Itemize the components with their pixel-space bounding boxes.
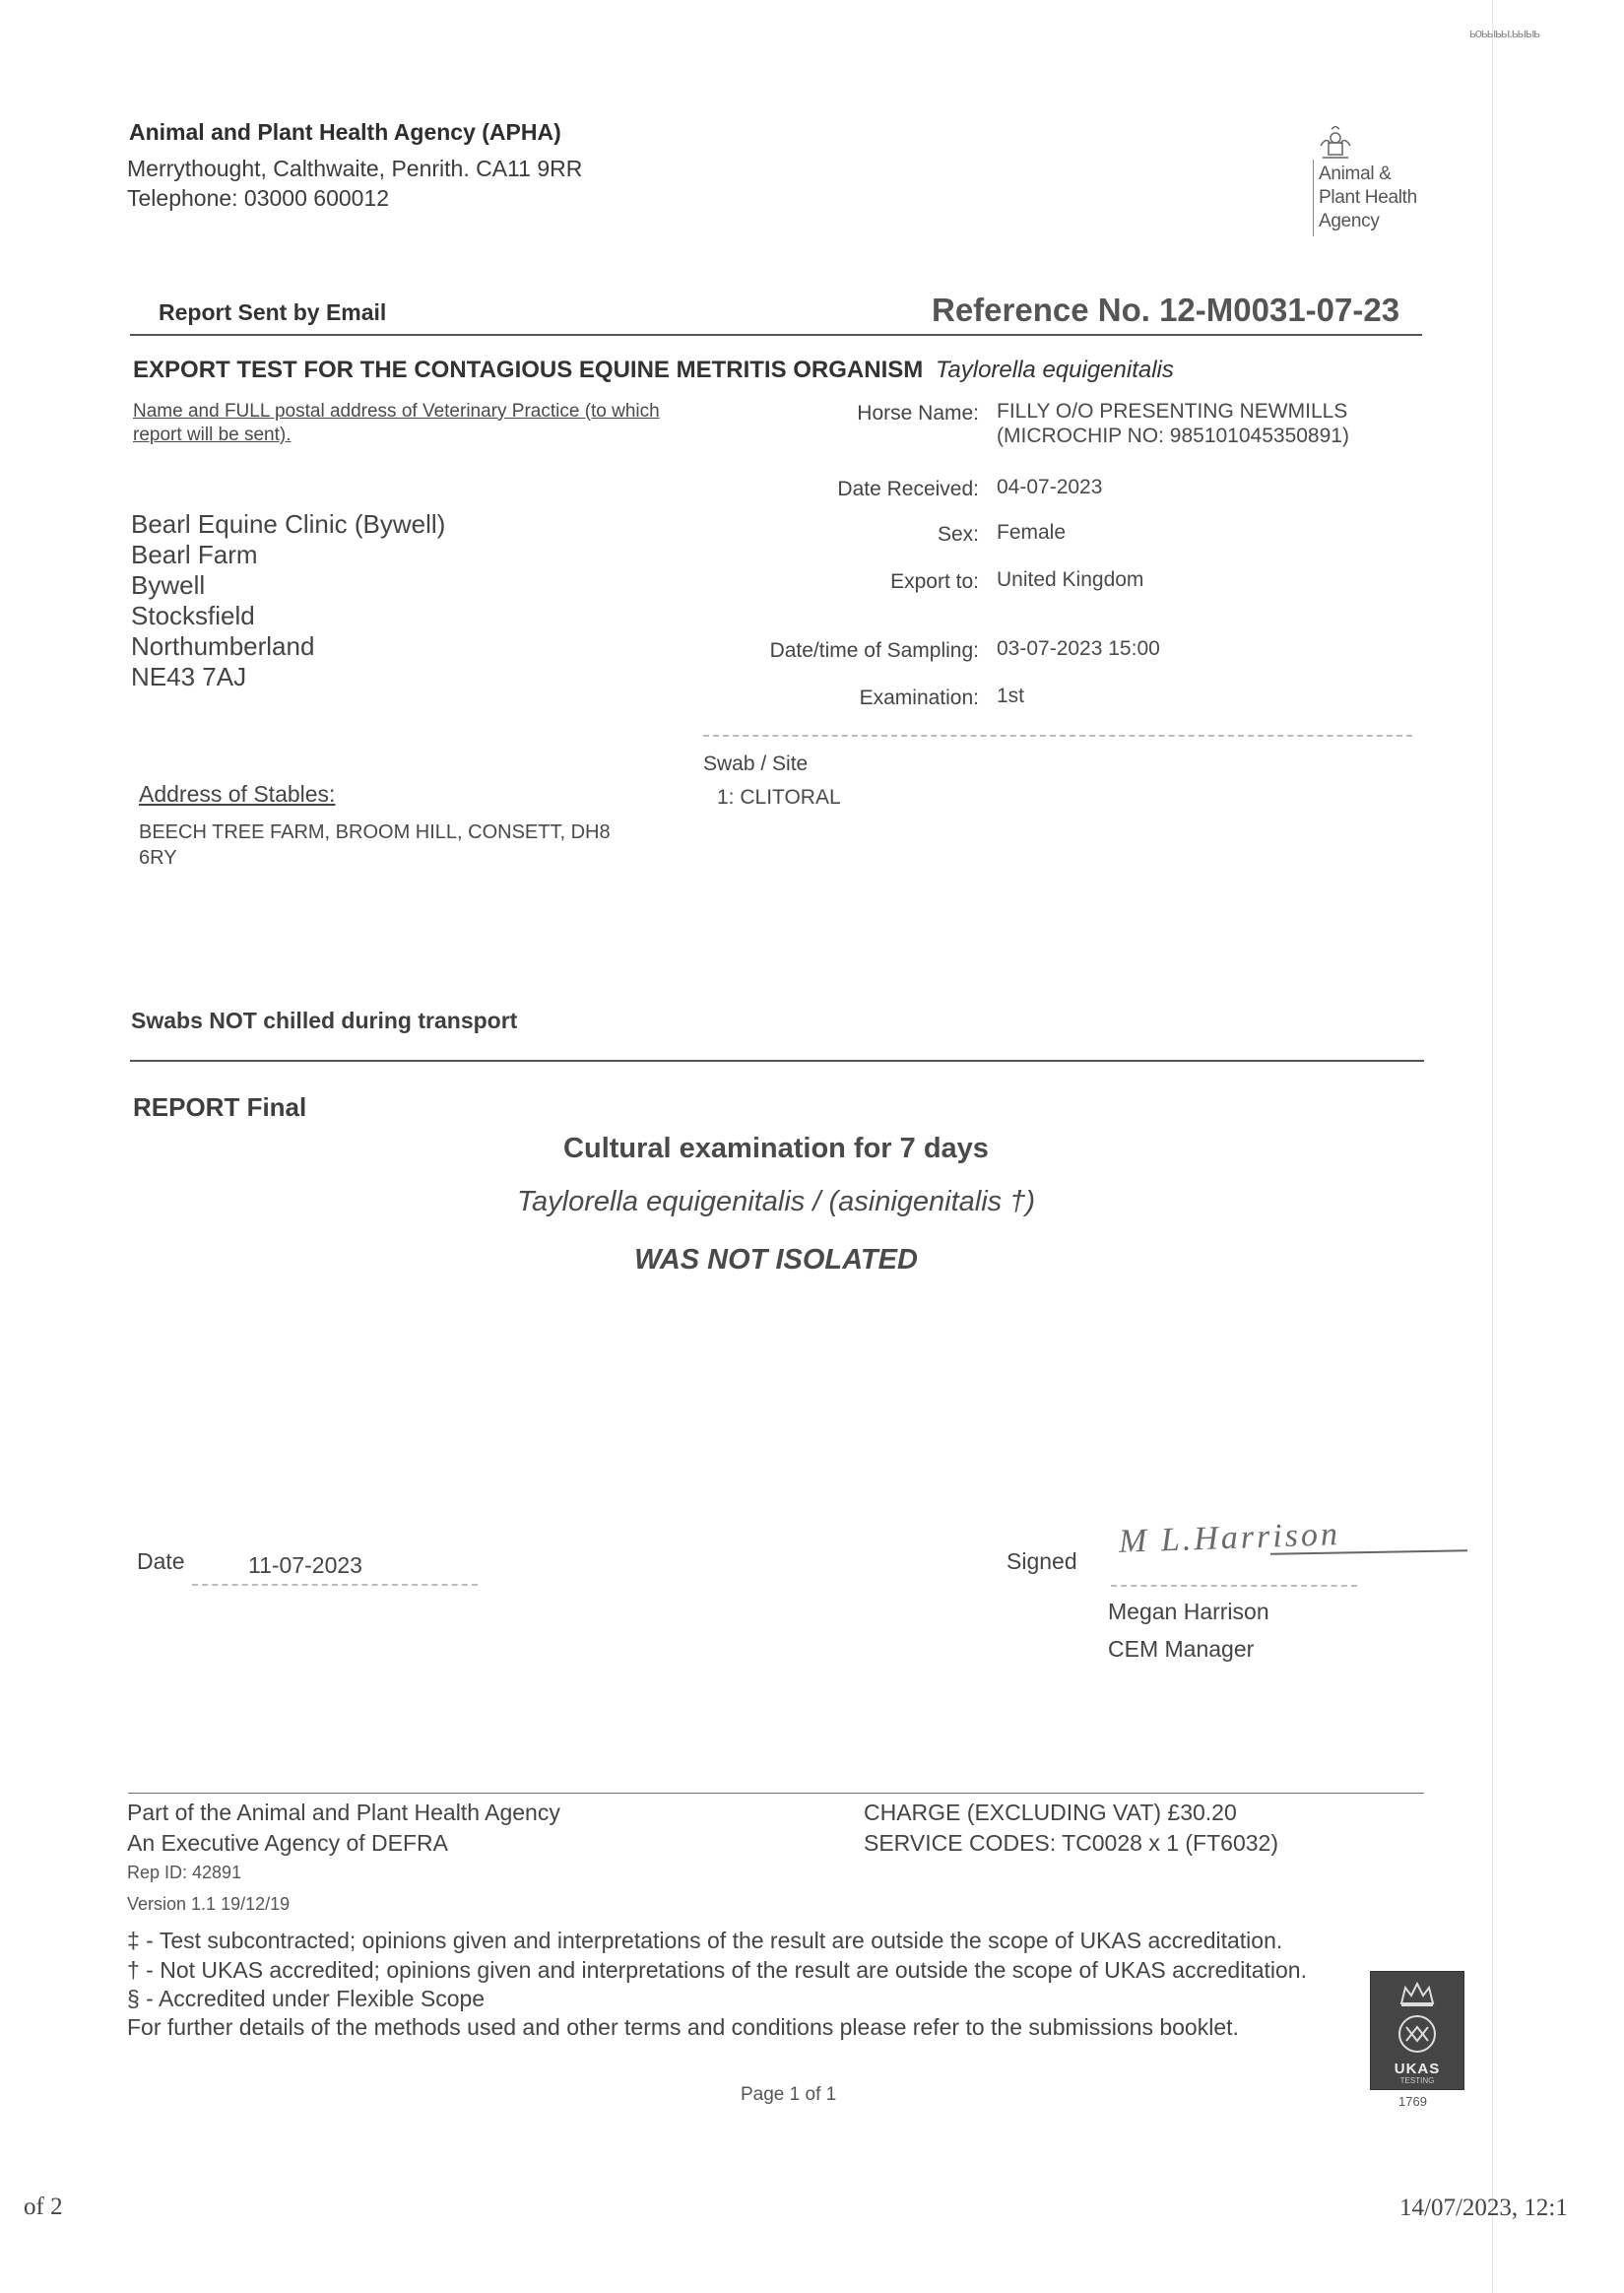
sex-value: Female [997, 521, 1067, 544]
footer-note-2: † - Not UKAS accredited; opinions given and interpretations of the result are outside the scope of UKAS accreditation. [127, 1957, 1307, 1983]
date-value: 11-07-2023 [248, 1552, 362, 1578]
practice-heading-line1: Name and FULL postal address of Veterinary Practice (to which [133, 401, 660, 422]
report-status: REPORT Final [133, 1092, 307, 1122]
ukas-crown-icon [1397, 1980, 1437, 2012]
export-to-value: United Kingdom [997, 568, 1144, 591]
footer-agency-line2: An Executive Agency of DEFRA [127, 1830, 448, 1856]
practice-line: Bywell [131, 570, 206, 600]
horse-name-line1: FILLY O/O PRESENTING NEWMILLS [997, 400, 1348, 423]
footer-version: Version 1.1 19/12/19 [127, 1894, 291, 1914]
practice-line: Bearl Equine Clinic (Bywell) [131, 509, 446, 539]
practice-line: NE43 7AJ [131, 662, 247, 691]
crest-icon [1315, 126, 1356, 166]
export-to-label: Export to: [890, 570, 979, 593]
scan-edge-line [1492, 0, 1493, 2293]
sampling-value: 03-07-2023 15:00 [997, 637, 1160, 660]
reference-number: Reference No. 12-M0031-07-23 [932, 292, 1400, 328]
footer-note-4: For further details of the methods used and other terms and conditions please refer to the submissions booklet. [127, 2014, 1239, 2040]
date-dashed-line [192, 1584, 478, 1586]
header-divider [130, 334, 1422, 336]
signer-role: CEM Manager [1108, 1636, 1255, 1662]
test-title [133, 357, 1174, 384]
result-line1: Cultural examination for 7 days [563, 1133, 989, 1164]
sex-label: Sex: [937, 523, 979, 546]
signature: M L.Harrison [1118, 1516, 1341, 1560]
ukas-tick-icon [1393, 2013, 1442, 2060]
stables-line1: BEECH TREE FARM, BROOM HILL, CONSETT, DH8 [139, 821, 611, 843]
footer-divider [128, 1793, 1424, 1794]
ukas-badge [1370, 1971, 1464, 2090]
page-number: Page 1 of 1 [741, 2084, 837, 2105]
examination-label: Examination: [859, 687, 979, 709]
print-timestamp: 14/07/2023, 12:1 [1399, 2195, 1568, 2221]
logo-line-1: Animal & [1319, 164, 1392, 184]
logo-line-3: Agency [1319, 211, 1380, 231]
result-line3: WAS NOT ISOLATED [634, 1244, 918, 1276]
ukas-number: 1769 [1398, 2094, 1427, 2109]
footer-note-3: § - Accredited under Flexible Scope [127, 1986, 486, 2011]
org-address: Merrythought, Calthwaite, Penrith. CA11 9RR [127, 156, 583, 181]
practice-line: Bearl Farm [131, 540, 258, 569]
signed-label: Signed [1007, 1548, 1077, 1574]
footer-note-1: ‡ - Test subcontracted; opinions given and interpretations of the result are outside the scope of UKAS accreditation. [127, 1928, 1283, 1953]
stables-line2: 6RY [139, 847, 177, 869]
footer-rep-id: Rep ID: 42891 [127, 1863, 242, 1882]
test-title-organism: Taylorella equigenitalis [935, 357, 1174, 383]
logo-line-2: Plant Health [1319, 187, 1417, 208]
test-title-text: EXPORT TEST FOR THE CONTAGIOUS EQUINE METRITIS ORGANISM [133, 357, 924, 383]
swab-site: 1: CLITORAL [717, 786, 841, 809]
report-divider [130, 1060, 1424, 1062]
examination-value: 1st [997, 685, 1025, 707]
horse-name-line2: (MICROCHIP NO: 985101045350891) [997, 425, 1349, 447]
footer-charge: CHARGE (EXCLUDING VAT) £30.20 [864, 1800, 1237, 1825]
org-telephone: Telephone: 03000 600012 [127, 185, 390, 211]
ukas-sub: TESTING [1399, 2076, 1435, 2085]
footer-service-codes: SERVICE CODES: TC0028 x 1 (FT6032) [864, 1830, 1278, 1856]
date-received-value: 04-07-2023 [997, 476, 1103, 498]
transport-note: Swabs NOT chilled during transport [131, 1008, 518, 1033]
practice-line: Northumberland [131, 631, 315, 661]
horse-name-label: Horse Name: [857, 402, 979, 425]
signer-name: Megan Harrison [1108, 1599, 1269, 1624]
details-dashed-divider [703, 735, 1412, 737]
result-line2: Taylorella equigenitalis / (asinigenitalis †) [516, 1186, 1036, 1217]
print-page-count: of 2 [24, 2194, 63, 2220]
ukas-label: UKAS [1394, 2061, 1441, 2077]
practice-heading-line2: report will be sent). [133, 425, 292, 445]
report-sent-label: Report Sent by Email [159, 299, 387, 325]
footer-agency-line1: Part of the Animal and Plant Health Agency [127, 1800, 560, 1825]
date-label: Date [137, 1548, 185, 1574]
swab-heading: Swab / Site [703, 753, 809, 775]
practice-address [131, 509, 445, 692]
date-received-label: Date Received: [837, 478, 979, 500]
sampling-label: Date/time of Sampling: [769, 639, 979, 662]
corner-scribble: ьоьыьы.ьыыь [1469, 26, 1540, 40]
org-name: Animal and Plant Health Agency (APHA) [129, 119, 561, 145]
practice-line: Stocksfield [131, 601, 255, 630]
stables-heading: Address of Stables: [139, 781, 336, 807]
apha-logo [1315, 126, 1462, 239]
signed-dashed-line [1111, 1585, 1357, 1587]
